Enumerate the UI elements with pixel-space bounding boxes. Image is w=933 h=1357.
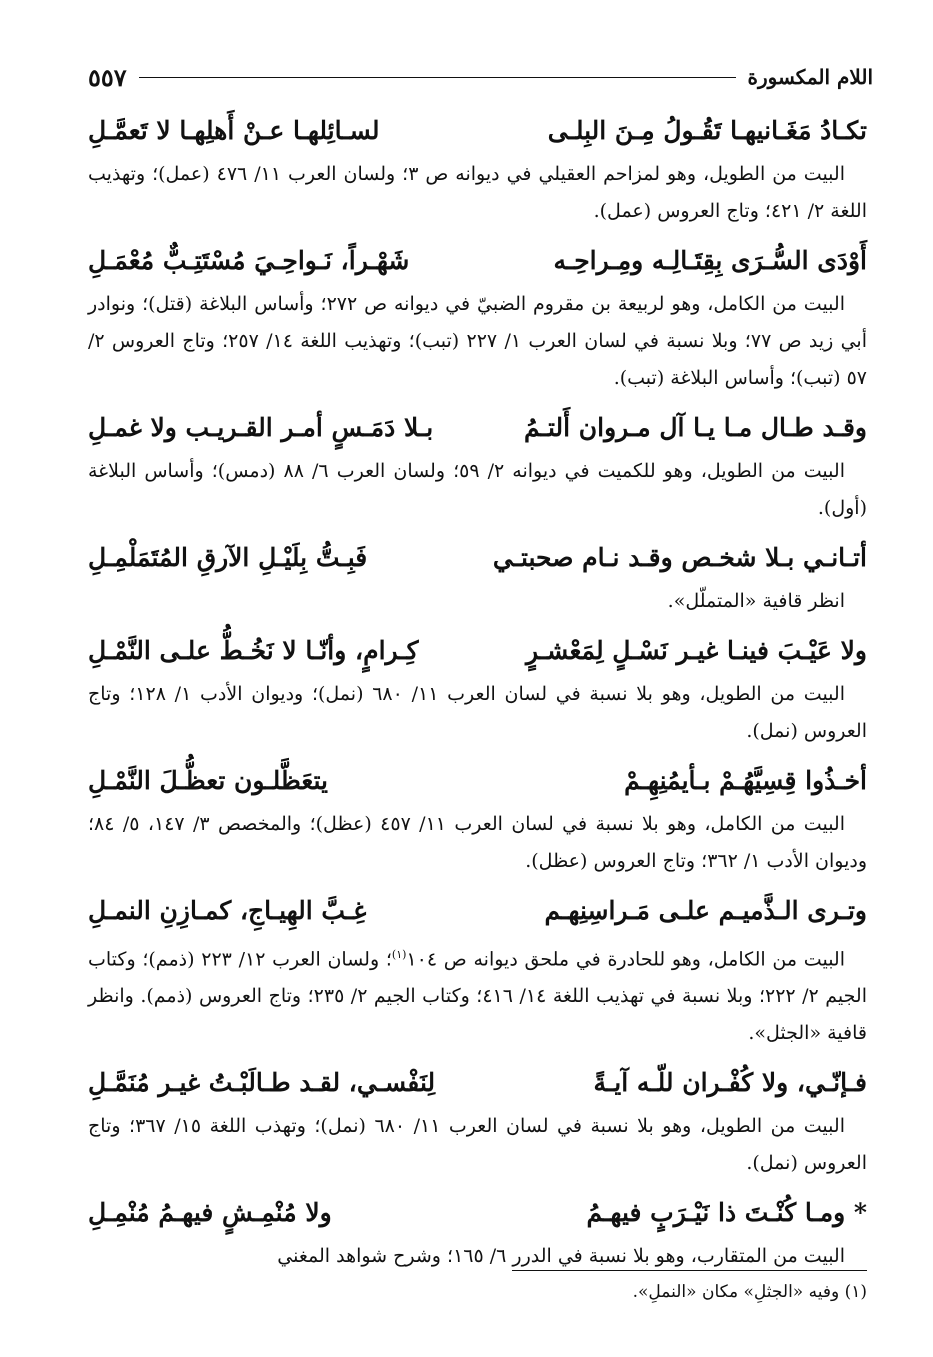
- verse-entry: [88, 531, 867, 620]
- verse-commentary: البيت من الطويل، وهو بلا نسبة في لسان العرب ١١/ ٦٨٠ (نمل)؛ وديوان الأدب ١/ ١٢٨؛ وتاج العروس (نمل).: [88, 683, 867, 742]
- footnote-reference[interactable]: (١): [391, 948, 407, 961]
- verse-second-hemistich: فَبِـتُّ بِلَيْـلِ الآرقِ المُتَمَلْمِـلِ: [88, 542, 368, 572]
- verse-entry: [88, 104, 867, 230]
- verse-line: [88, 884, 867, 936]
- verse-line: [88, 1186, 867, 1238]
- page-number: ٥٥٧: [88, 62, 127, 92]
- verse-commentary: البيت من الكامل، وهو لربيعة بن مقروم الضبيّ في ديوانه ص ٢٧٢؛ وأساس البلاغة (قتل)؛ ونوادر أبي زيد ص ٧٧؛ وبلا نسبة في لسان العرب ١/ ٢٢٧ (تبب)؛ وتهذيب اللغة ١٤/ ٢٥٧؛ وتاج العروس ٢/ ٥٧ (تبب)؛ وأساس البلاغة (تبب).: [88, 293, 867, 389]
- verse-first-hemistich: أخـذُوا قِسِيَّهُـمْ بـأيمُنِهِـمْ: [624, 765, 867, 795]
- verse-second-hemistich: كِـرامٍ، وأنّـا لا نَخُـطُّ علـى النَّمْـلِ: [88, 635, 419, 665]
- chapter-title: اللام المكسورة: [747, 65, 873, 89]
- verse-entry: [88, 234, 867, 397]
- verse-first-hemistich: تكـادُ مَغَـانيهـا تَقُـولُ مِـنَ البِلـى: [547, 115, 867, 145]
- verse-first-hemistich: أتـانـي بـلا شخـص وقـد نـام صحبتـي: [492, 542, 867, 572]
- verse-second-hemistich: شَهْـراً، نَـواحِـيَ مُسْتَتِـبٌّ مُعْمَـلِ: [88, 245, 410, 275]
- verse-commentary: البيت من الطويل، وهو للكميت في ديوانه ٢/ ٥٩؛ ولسان العرب ٦/ ٨٨ (دمس)؛ وأساس البلاغة (أول).: [88, 460, 867, 519]
- verse-first-hemistich: وقـد طـال مـا يـا آل مـروان أَلتـمُ: [524, 412, 867, 442]
- verse-line: [88, 531, 867, 583]
- verse-second-hemistich: لِنَفْسـي، لقـد طـالَبْـتُ غيـر مُنَمَّـلِ: [88, 1067, 436, 1097]
- verse-first-hemistich: ولا عَيْـبَ فينـا غيـر نَسْـلٍ لِمَعْشـرٍ: [526, 635, 867, 665]
- verse-first-hemistich: أَوْدَى السُّـرَى بِقِتَـالِـه ومِـراحِـه: [553, 245, 867, 275]
- verse-line: [88, 104, 867, 156]
- verse-second-hemistich: ولا مُنْمِـشٍ فيهـمُ مُنْمِـلِ: [88, 1197, 332, 1227]
- verse-commentary: البيت من المتقارب، وهو بلا نسبة في الدرر ٦/ ١٦٥؛ وشرح شواهد المغني: [277, 1245, 845, 1268]
- commentary-text: البيت من الكامل، وهو للحادرة في ملحق ديوانه ص ١٠٤: [406, 948, 845, 971]
- verse-line: [88, 401, 867, 453]
- footnote: (١) وفيه «الجثلِ» مكان «النملِ».: [632, 1282, 867, 1302]
- verse-line: [88, 754, 867, 806]
- verse-second-hemistich: يتعَظَّلـون تعظُّـلَ النَّمْـلِ: [88, 765, 328, 795]
- verse-entry: [88, 624, 867, 750]
- verse-line: [88, 624, 867, 676]
- verse-second-hemistich: غِـبَّ الهِيـاجِ، كمـازِنِ النمـلِ: [88, 895, 367, 925]
- footnote-divider: [512, 1270, 867, 1271]
- verse-second-hemistich: لسـائِلهـا عـنْ أَهلِهـا لا تَعمَّـلِ: [88, 115, 380, 145]
- page-header: [88, 62, 873, 92]
- verse-entry: [88, 884, 867, 1052]
- verse-entry: [88, 1056, 867, 1182]
- header-rule: [139, 77, 736, 78]
- verse-first-hemistich: فـإنّـي، ولا كُفْـران للّـه آيـةً: [593, 1067, 867, 1097]
- verse-commentary: انظر قافية «المتملّل».: [667, 590, 845, 612]
- verse-commentary: البيت من الطويل، وهو بلا نسبة في لسان العرب ١١/ ٦٨٠ (نمل)؛ وتهذب اللغة ١٥/ ٣٦٧؛ وتاج العروس (نمل).: [88, 1115, 867, 1175]
- page-body: [88, 104, 867, 1279]
- verse-line: [88, 1056, 867, 1108]
- commentary-text: ؛ ولسان العرب ١٢/ ٢٢٣ (ذمم)؛ وكتاب الجيم ٢/ ٢٢٢؛ وبلا نسبة في تهذيب اللغة ١٤/ ٤١٦؛ وكتاب الجيم ٢/ ٢٣٥؛ وتاج العروس (ذمم). وانظر قافية «الجثل».: [88, 948, 867, 1045]
- verse-entry: [88, 401, 867, 527]
- verse-commentary: البيت من الكامل، وهو بلا نسبة في لسان العرب ١١/ ٤٥٧ (عظل)؛ والمخصص ٣/ ١٤٧، ٥/ ٨٤؛ وديوان الأدب ١/ ٣٦٢؛ وتاج العروس (عظل).: [88, 813, 867, 872]
- verse-entry: [88, 1186, 867, 1275]
- verse-first-hemistich: * ومـا كُنْـتَ ذا نَيْـرَبٍ فيهـمُ: [586, 1197, 867, 1227]
- verse-commentary: البيت من الطويل، وهو لمزاحم العقيلي في ديوانه ص ٣؛ ولسان العرب ١١/ ٤٧٦ (عمل)؛ وتهذيب اللغة ٢/ ٤٢١؛ وتاج العروس (عمل).: [88, 163, 867, 222]
- verse-second-hemistich: بـلا دَمَـسٍ أمـر القـريـب ولا غمـلِ: [88, 412, 434, 442]
- verse-entry: [88, 754, 867, 880]
- verse-first-hemistich: وتـرى الـذَّميـم علـى مَـراسِنِهـم: [544, 895, 867, 925]
- verse-commentary: [88, 936, 867, 1052]
- verse-line: [88, 234, 867, 286]
